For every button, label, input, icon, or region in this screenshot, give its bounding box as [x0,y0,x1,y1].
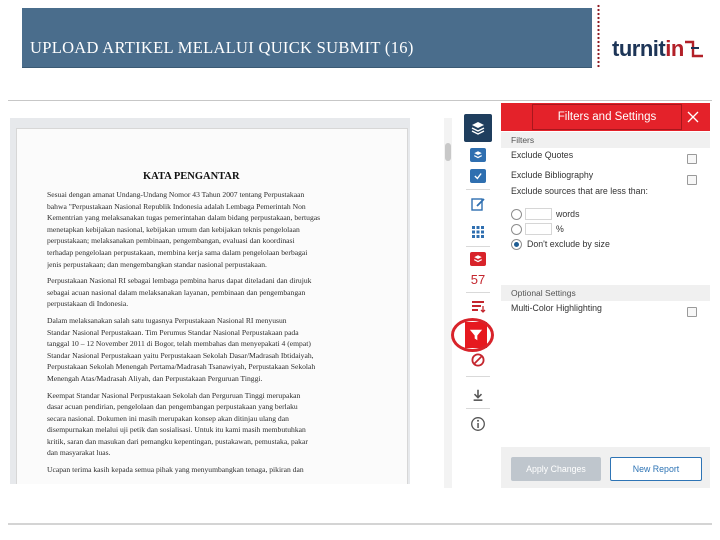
toolbar-button-matches[interactable] [463,148,493,162]
document-line: Perpustakaan Nasional RI sebagai lembaga pembina harus dapat diteladani dan dirujuk [47,276,312,286]
toolbar-button-rubric[interactable] [463,224,493,240]
document-page [16,128,408,484]
toolbar-button-layers[interactable] [463,114,493,142]
toolbar-button-grademark[interactable] [463,169,493,183]
document-line: terhadap pengelolaan perpustakaan, membina kerja sama dalam pengelolaan berbagai [47,247,308,257]
document-line: Kementrian yang melaksanakan tugas pemerintahan dalam bidang perpustakaan, bertugas [47,213,321,223]
document-body [47,189,373,476]
document-line: Dalam melaksanakan salah satu tugasnya Perpustakaan Nasional RI menyusun [47,315,287,325]
turnitin-logo [612,36,684,62]
toolbar-button-similarity[interactable] [463,252,493,266]
new-report-button[interactable]: New Report [610,457,702,481]
layers-icon [470,120,486,136]
document-line: Ucapan terima kasih kepada semua pihak yang menyumbangkan tenaga, pikiran dan [47,465,304,475]
exclude-bibliography-label: Exclude Bibliography [511,170,594,180]
toolbar-button-exclude[interactable] [463,352,493,368]
panel-title: Filters and Settings [532,104,682,130]
document-line: Perpustakaan Sekolah Menengah Pertama/Madrasah Tsanawiyah, Perpustakaan Sekolah [47,362,316,372]
block-icon [470,352,486,368]
toolbar-divider [466,246,490,247]
apply-changes-button[interactable]: Apply Changes [511,457,601,481]
check-square-icon [473,171,483,181]
document-line: sebagai acuan nasional dalam melaksanakan layanan, pembinaan dan pengembangan [47,287,306,297]
document-line: disempurnakan melalui uji petik dan sosialisasi. Untuk itu kami masih membutuhkan [47,425,306,435]
close-icon[interactable] [685,109,701,125]
toolbar-divider [466,189,490,190]
optional-settings-label: Optional Settings [501,285,710,301]
logo-text-accent: in [665,36,684,61]
exclude-sources-label: Exclude sources that are less than: [511,186,648,196]
document-line: bahwa "Perpustakaan Nasional Republik Indonesia adalah Lembaga Pemerintah Non [47,201,306,211]
toolbar-divider [466,408,490,409]
header-divider [597,4,600,68]
dont-exclude-radio[interactable] [511,239,522,250]
exclude-bibliography-checkbox[interactable] [687,175,697,185]
download-icon [471,388,485,402]
document-line: menetapkan kebijakan nasional, kebijakan umum dan kebijakan teknis pengelolaan [47,224,300,234]
toolbar-divider [466,292,490,293]
document-line: dasar acuan pendirian, pengelolaan dan pengembangan perpustakaan yang berlaku [47,402,298,412]
grid-icon [470,224,486,240]
exclude-words-radio[interactable] [511,209,522,220]
exclude-percent-radio[interactable] [511,224,522,235]
percent-input[interactable] [525,223,552,235]
similarity-score[interactable]: 57 [470,272,486,287]
toolbar-divider [466,376,490,377]
info-icon [470,416,486,432]
document-line: Standar Nasional Perpustakaan yaitu Perpustakaan Sekolah Dasar/Madrasah Ibtidaiyah, [47,350,314,360]
toolbar-button-download[interactable] [463,388,493,402]
slide-header-bar [22,8,592,68]
document-line: Standar Nasional Perpustakaan. Tim Perumus Standar Nasional Perpustakaan pada [47,327,299,337]
layers-icon [473,254,483,264]
sort-icon [470,298,486,314]
edit-icon [470,196,486,212]
words-input[interactable] [525,208,552,220]
document-line: Keempat Standar Nasional Perpustakaan Sekolah dan Perguruan Tinggi merupakan [47,390,301,400]
document-line: tanggal 10 – 12 November 2011 di Bogor, telah membahas dan menyepakati 4 (empat) [47,339,311,349]
document-line: kritik, saran dan masukan dari pemangku kepentingan, pustakawan, pemustaka, pakar [47,436,308,446]
logo-text-main: turnit [612,36,666,61]
panel-header [501,103,710,131]
multicolor-highlighting-checkbox[interactable] [687,307,697,317]
words-label: words [556,209,580,219]
document-area[interactable] [10,118,410,484]
document-line: dan masyarakat luas. [47,448,111,458]
side-toolbar [460,112,496,442]
document-line: perpustakaan di Indonesia. [47,299,129,309]
document-line: Sesuai dengan amanat Undang-Undang Nomor 43 Tahun 2007 tentang Perpustakaan [47,190,305,199]
dont-exclude-label: Don't exclude by size [527,239,610,249]
logo-swoosh-icon [683,38,705,60]
exclude-quotes-label: Exclude Quotes [511,150,574,160]
document-line: secara nasional. Dokumen ini masih merupakan konsep akan ditinjau ulang dan [47,413,289,423]
document-line: jenis perpustakaan; dan mengembangkan standar nasional perpustakaan. [47,259,267,269]
document-heading: KATA PENGANTAR [143,171,240,182]
document-line: Menengah Atas/Madrasah Aliyah, dan Perpustakaan Perguruan Tinggi. [47,373,263,383]
toolbar-button-sort[interactable] [463,298,493,314]
highlight-circle [451,318,494,352]
layers-icon [473,150,483,160]
toolbar-button-edit[interactable] [463,196,493,212]
filters-settings-panel [501,103,710,488]
slide-title: UPLOAD ARTIKEL MELALUI QUICK SUBMIT (16) [30,38,414,57]
multicolor-highlighting-label: Multi-Color Highlighting [511,303,602,313]
toolbar-button-info[interactable] [463,416,493,432]
slide-bottom-rule [8,523,712,525]
document-scrollbar[interactable] [444,118,452,488]
filters-section-label: Filters [501,132,710,148]
scrollbar-thumb[interactable] [445,143,451,161]
exclude-quotes-checkbox[interactable] [687,154,697,164]
document-line: perpustakaan; melaksanakan pembinaan, pengembangan, evaluasi dan koordinasi [47,236,295,246]
percent-label: % [556,224,564,234]
